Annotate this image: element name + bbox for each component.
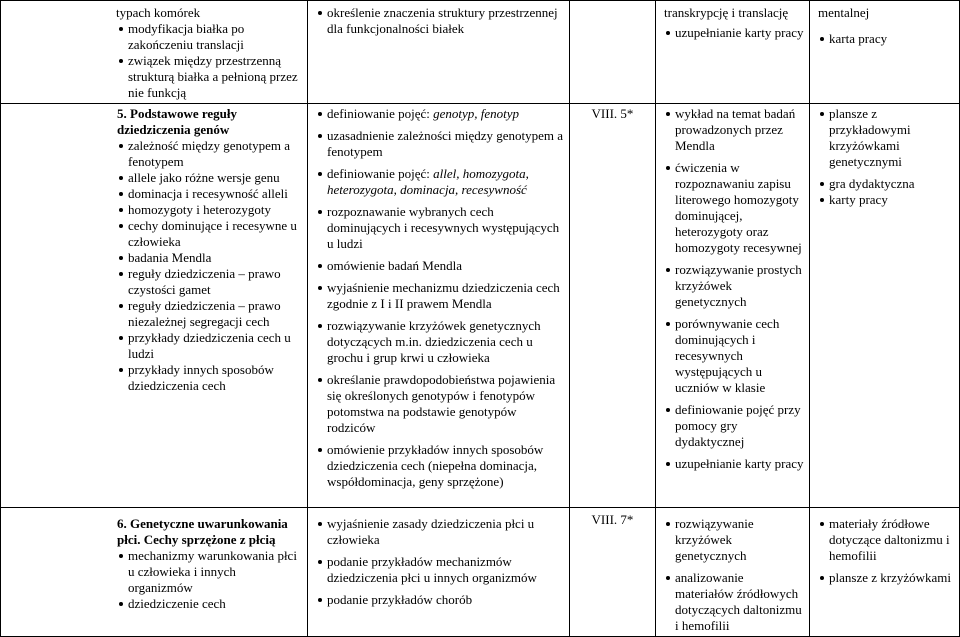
methods-continuation: transkrypcję i translację: [664, 5, 789, 20]
cell-reference: [570, 104, 656, 508]
list-item: wykład na temat badań prowadzonych przez Mendla: [664, 106, 805, 154]
item-terms: allel, homozygota, heterozygota, dominacja, recesywność: [327, 166, 529, 197]
list-item: plansze z przykładowymi krzyżówkami genetycznymi: [818, 106, 955, 170]
table-row: [1, 1, 960, 104]
list-item: [316, 128, 565, 160]
materials-continuation: mentalnej: [818, 5, 870, 20]
item-text: rozwiązywanie krzyżówek genetycznych dotyczących m.in. dziedziczenia cech u grochu i grup krwi u człowieka: [327, 318, 541, 365]
list-item: uzupełnianie karty pracy: [664, 456, 805, 472]
list-item: karta pracy: [818, 31, 955, 47]
cell-requirements: [308, 1, 570, 104]
list-item: homozygoty i heterozygoty: [117, 202, 303, 218]
list-item: ćwiczenia w rozpoznawaniu zapisu literowego homozygoty dominującej, heterozygoty oraz homozygoty recesywnej: [664, 160, 805, 256]
list-item: cechy dominujące i recesywne u człowieka: [117, 218, 303, 250]
list-item: karty pracy: [818, 192, 955, 208]
list-item: [316, 106, 565, 122]
list-item: zależność między genotypem a fenotypem: [117, 138, 303, 170]
list-item: wyjaśnienie zasady dziedziczenia płci u człowieka: [316, 516, 565, 548]
list-item: rozwiązywanie krzyżówek genetycznych: [664, 516, 805, 564]
list-item: reguły dziedziczenia – prawo niezależnej segregacji cech: [117, 298, 303, 330]
list-item: podanie przykładów chorób: [316, 592, 565, 608]
cell-reference: [570, 1, 656, 104]
list-item: [316, 258, 565, 274]
item-text: wyjaśnienie mechanizmu dziedziczenia cech zgodnie z I i II prawem Mendla: [327, 280, 560, 311]
list-item: definiowanie pojęć przy pomocy gry dydaktycznej: [664, 402, 805, 450]
topic-continuation: typach komórek: [116, 5, 201, 20]
list-item: modyfikacja białka po zakończeniu translacji: [117, 21, 303, 53]
curriculum-reference: VIII. 5*: [591, 106, 634, 121]
list-item: [316, 166, 565, 198]
item-text: definiowanie pojęć:: [327, 106, 434, 121]
list-item: badania Mendla: [117, 250, 303, 266]
list-item: [316, 280, 565, 312]
item-text: omówienie przykładów innych sposobów dziedziczenia cech (niepełna dominacja, współdominacja, geny sprzężone): [327, 442, 544, 489]
list-item: uzupełnianie karty pracy: [664, 25, 805, 41]
list-item: reguły dziedziczenia – prawo czystości gamet: [117, 266, 303, 298]
list-item: mechanizmy warunkowania płci u człowieka i innych organizmów: [117, 548, 303, 596]
table-row: [1, 104, 960, 508]
item-text: definiowanie pojęć:: [327, 166, 434, 181]
cell-content-topic: [1, 104, 308, 508]
cell-materials: [810, 1, 960, 104]
cell-materials: [810, 508, 960, 637]
list-item: [316, 442, 565, 490]
cell-reference: [570, 508, 656, 637]
list-item: [316, 318, 565, 366]
item-text: rozpoznawanie wybranych cech dominujących i recesywnych występujących u ludzi: [327, 204, 560, 251]
list-item: plansze z krzyżówkami: [818, 570, 955, 586]
list-item: dziedziczenie cech: [117, 596, 303, 612]
list-item: [316, 372, 565, 436]
cell-content-topic: [1, 508, 308, 637]
cell-materials: [810, 104, 960, 508]
list-item: podanie przykładów mechanizmów dziedziczenia płci u innych organizmów: [316, 554, 565, 586]
list-item: określenie znaczenia struktury przestrzennej dla funkcjonalności białek: [316, 5, 565, 37]
list-item: dominacja i recesywność alleli: [117, 186, 303, 202]
item-text: omówienie badań Mendla: [327, 258, 463, 273]
topic-title: 5. Podstawowe reguły dziedziczenia genów: [117, 106, 238, 137]
item-text: określanie prawdopodobieństwa pojawienia się określonych genotypów i fenotypów potomstwa na podstawie genotypów rodziców: [327, 372, 556, 435]
cell-methods: [656, 508, 810, 637]
list-item: przykłady innych sposobów dziedziczenia cech: [117, 362, 303, 394]
list-item: rozwiązywanie prostych krzyżówek genetycznych: [664, 262, 805, 310]
item-terms: genotyp, fenotyp: [433, 106, 520, 121]
cell-methods: [656, 104, 810, 508]
list-item: związek między przestrzenną strukturą białka a pełnioną przez nie funkcją: [117, 53, 303, 101]
curriculum-reference: VIII. 7*: [591, 512, 634, 527]
item-text: uzasadnienie zależności między genotypem a fenotypem: [327, 128, 564, 159]
list-item: materiały źródłowe dotyczące daltonizmu i hemofilii: [818, 516, 955, 564]
list-item: przykłady dziedziczenia cech u ludzi: [117, 330, 303, 362]
cell-requirements: [308, 508, 570, 637]
table-row: [1, 508, 960, 637]
list-item: porównywanie cech dominujących i recesywnych występujących u uczniów w klasie: [664, 316, 805, 396]
list-item: allele jako różne wersje genu: [117, 170, 303, 186]
list-item: gra dydaktyczna: [818, 176, 955, 192]
topic-title: 6. Genetyczne uwarunkowania płci. Cechy sprzężone z płcią: [117, 516, 288, 547]
cell-requirements: [308, 104, 570, 508]
cell-methods: [656, 1, 810, 104]
cell-content-topic: [1, 1, 308, 104]
list-item: analizowanie materiałów źródłowych dotyczących daltonizmu i hemofilii: [664, 570, 805, 634]
list-item: [316, 204, 565, 252]
